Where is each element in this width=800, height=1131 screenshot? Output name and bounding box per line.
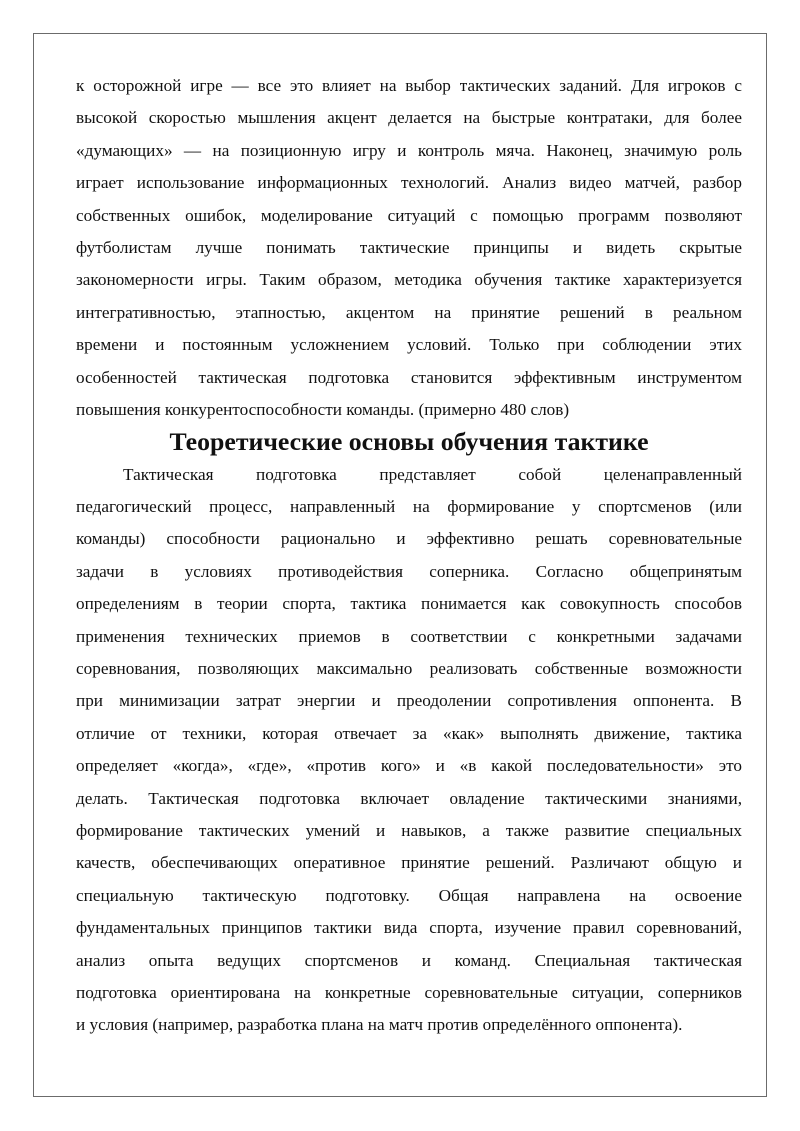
text-line: закономерности игры. Таким образом, методика обучения тактике характеризуется (76, 270, 742, 290)
document-body (76, 70, 742, 1042)
text-line: команды) способности рационально и эффективно решать соревновательные (76, 529, 742, 549)
text-line: фундаментальных принципов тактики вида спорта, изучение правил соревнований, (76, 918, 742, 938)
text-line: особенностей тактическая подготовка становится эффективным инструментом (76, 367, 742, 387)
text-line: повышения конкурентоспособности команды. (примерно 480 слов) (76, 399, 570, 419)
text-line: футболистам лучше понимать тактические принципы и видеть скрытые (76, 237, 742, 257)
text-line: к осторожной игре — все это влияет на выбор тактических заданий. Для игроков с (76, 76, 742, 95)
text-line: подготовка ориентирована на конкретные соревновательные ситуации, соперников (76, 982, 742, 1002)
text-line: при минимизации затрат энергии и преодолении сопротивления оппонента. В (76, 691, 742, 711)
text-line: собственных ошибок, моделирование ситуаций с помощью программ позволяют (76, 205, 742, 225)
text-line: задачи в условиях противодействия соперника. Согласно общепринятым (76, 561, 742, 581)
text-line: определениям в теории спорта, тактика понимается как совокупность способов (76, 594, 742, 614)
text-line: соревнования, позволяющих максимально реализовать собственные возможности (76, 659, 742, 679)
section-heading: Теоретические основы обучения тактике (169, 427, 649, 457)
paragraph-theory (76, 459, 742, 1042)
text-line: и условия (например, разработка плана на матч против определённого оппонента). (76, 1015, 683, 1035)
text-line: делать. Тактическая подготовка включает овладение тактическими знаниями, (76, 788, 742, 808)
text-line: времени и постоянным усложнением условий. Только при соблюдении этих (76, 335, 742, 355)
text-line: отличие от техники, которая отвечает за «как» выполнять движение, тактика (76, 723, 742, 743)
text-line: Тактическая подготовка представляет собой целенаправленный (123, 464, 742, 484)
text-line: интегративностью, этапностью, акцентом на принятие решений в реальном (76, 302, 742, 322)
text-line: «думающих» — на позиционную игру и контроль мяча. Наконец, значимую роль (76, 140, 742, 160)
paragraph-continuation (76, 70, 742, 426)
text-line: специальную тактическую подготовку. Общая направлена на освоение (76, 885, 742, 905)
text-line: анализ опыта ведущих спортсменов и команд. Специальная тактическая (76, 950, 742, 970)
text-line: высокой скоростью мышления акцент делается на быстрые контратаки, для более (76, 108, 742, 128)
text-line: применения технических приемов в соответствии с конкретными задачами (76, 626, 742, 646)
text-line: педагогический процесс, направленный на формирование у спортсменов (или (76, 497, 742, 517)
text-line: формирование тактических умений и навыков, а также развитие специальных (76, 820, 742, 840)
text-line: качеств, обеспечивающих оперативное принятие решений. Различают общую и (76, 853, 742, 873)
text-line: определяет «когда», «где», «против кого» и «в какой последовательности» это (76, 756, 742, 776)
text-line: играет использование информационных технологий. Анализ видео матчей, разбор (76, 173, 742, 193)
